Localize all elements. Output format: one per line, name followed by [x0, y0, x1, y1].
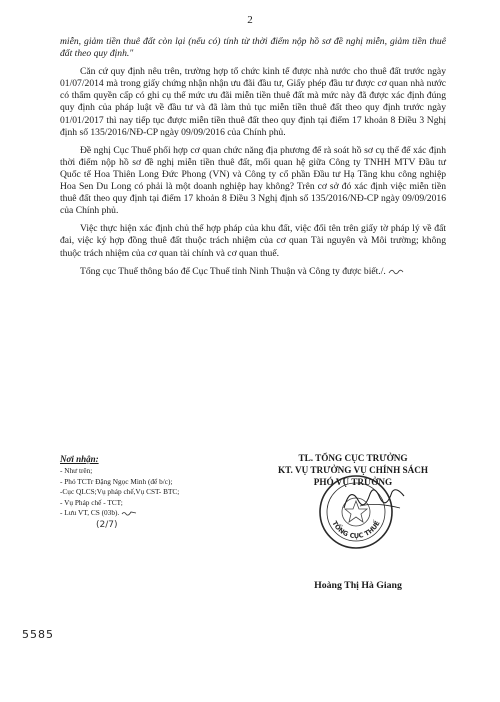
recipient-item: - Vụ Pháp chế - TCT; [60, 497, 123, 507]
handwritten-signature-icon [340, 478, 410, 518]
handwritten-initial-icon [388, 267, 404, 275]
paragraph-responsibility: Việc thực hiện xác định chủ thể hợp pháp của khu đất, việc đối tên trên giấy tờ pháp lý về đất đai, việc ký hợp đồng thuê đất thuộc trách nhiệm của cơ quan Tài nguyên và Môi trường; không thuộc trách nhiệm của cơ quan tài chính và cơ quan thuế. [60, 223, 446, 259]
signature-line-2: KT. VỤ TRƯỞNG VỤ CHÍNH SÁCH [277, 465, 429, 475]
document-body [60, 36, 446, 284]
notice-text: Tổng cục Thuế thông báo để Cục Thuế tỉnh Ninh Thuận và Công ty được biết./. [80, 265, 386, 277]
signature-line-3: PHÓ VỤ TRƯỞNG [313, 477, 393, 487]
paragraph-basis: Căn cứ quy định nêu trên, trường hợp tổ chức kinh tế được nhà nước cho thuê đất trước ngày 01/07/2014 mà trong giấy chứng nhận nhận ưu đãi đầu tư, Giấy phép đầu tư được cơ quan nhà nước có thẩm quyền cấp có ghi cụ thể mức ưu đãi miễn tiền thuê đất mà mức này đã được xác định đúng quy định của pháp luật về đầu tư và đã làm thủ tục miễn tiền thuê đất theo quy định trước ngày 01/01/2017 thì nay tiếp tục được miễn tiền thuê đất theo quy định tại điểm 17 khoản 8 Điều 3 Nghị định số 135/2016/NĐ-CP ngày 09/09/2016 của Chính phủ. [60, 66, 446, 138]
signature-line-1: TL. TỔNG CỤC TRƯỞNG [298, 453, 408, 463]
paragraph-request: Đề nghị Cục Thuế phối hợp cơ quan chức năng địa phương để rà soát hồ sơ cụ thể để xác định thời điểm nộp hồ sơ đề nghị miễn tiền thuê đất, mối quan hệ giữa Công ty TNHH MTV Đầu tư Quốc tế Hoa Thiên Long Đức Phong (VN) và Công ty cổ phần Đầu tư Hạ Tầng khu công nghiệp Hoa Sen Du Long có phải là một doanh nghiệp hay không? Trên cơ sở đó xác định việc miễn tiền thuê đất theo quy định tại điểm 17 khoản 8 Điều 3 Nghị định số 135/2016/NĐ-CP ngày 09/09/2016 của Chính phủ. [60, 144, 446, 217]
recipient-item: - Như trên; [60, 466, 93, 476]
handwritten-document-number: 5585 [22, 628, 54, 641]
recipient-item-text: - Lưu VT, CS (03b). [60, 508, 120, 518]
recipient-item: - Phó TCTr Đặng Ngọc Minh (để b/c); [60, 476, 173, 486]
recipient-item [60, 508, 260, 518]
page-number: 2 [247, 14, 253, 26]
paragraph-notice [60, 266, 446, 278]
recipient-item: -Cục QLCS;Vụ pháp chế,Vụ CST- BTC; [60, 487, 180, 497]
handwritten-note: (2/7) [96, 520, 118, 531]
recipients-title: Nơi nhận: [60, 454, 99, 464]
seal-text: TỔNG CỤC THUẾ [330, 519, 382, 541]
signer-name: Hoàng Thị Hà Giang [314, 580, 402, 591]
quoted-paragraph: miễn, giảm tiền thuê đất còn lại (nếu có) tính từ thời điểm nộp hồ sơ đề nghị miễn, giảm tiền thuê đất theo quy định." [60, 36, 446, 60]
recipients-block [60, 454, 260, 531]
handwritten-initial-icon [121, 509, 137, 517]
